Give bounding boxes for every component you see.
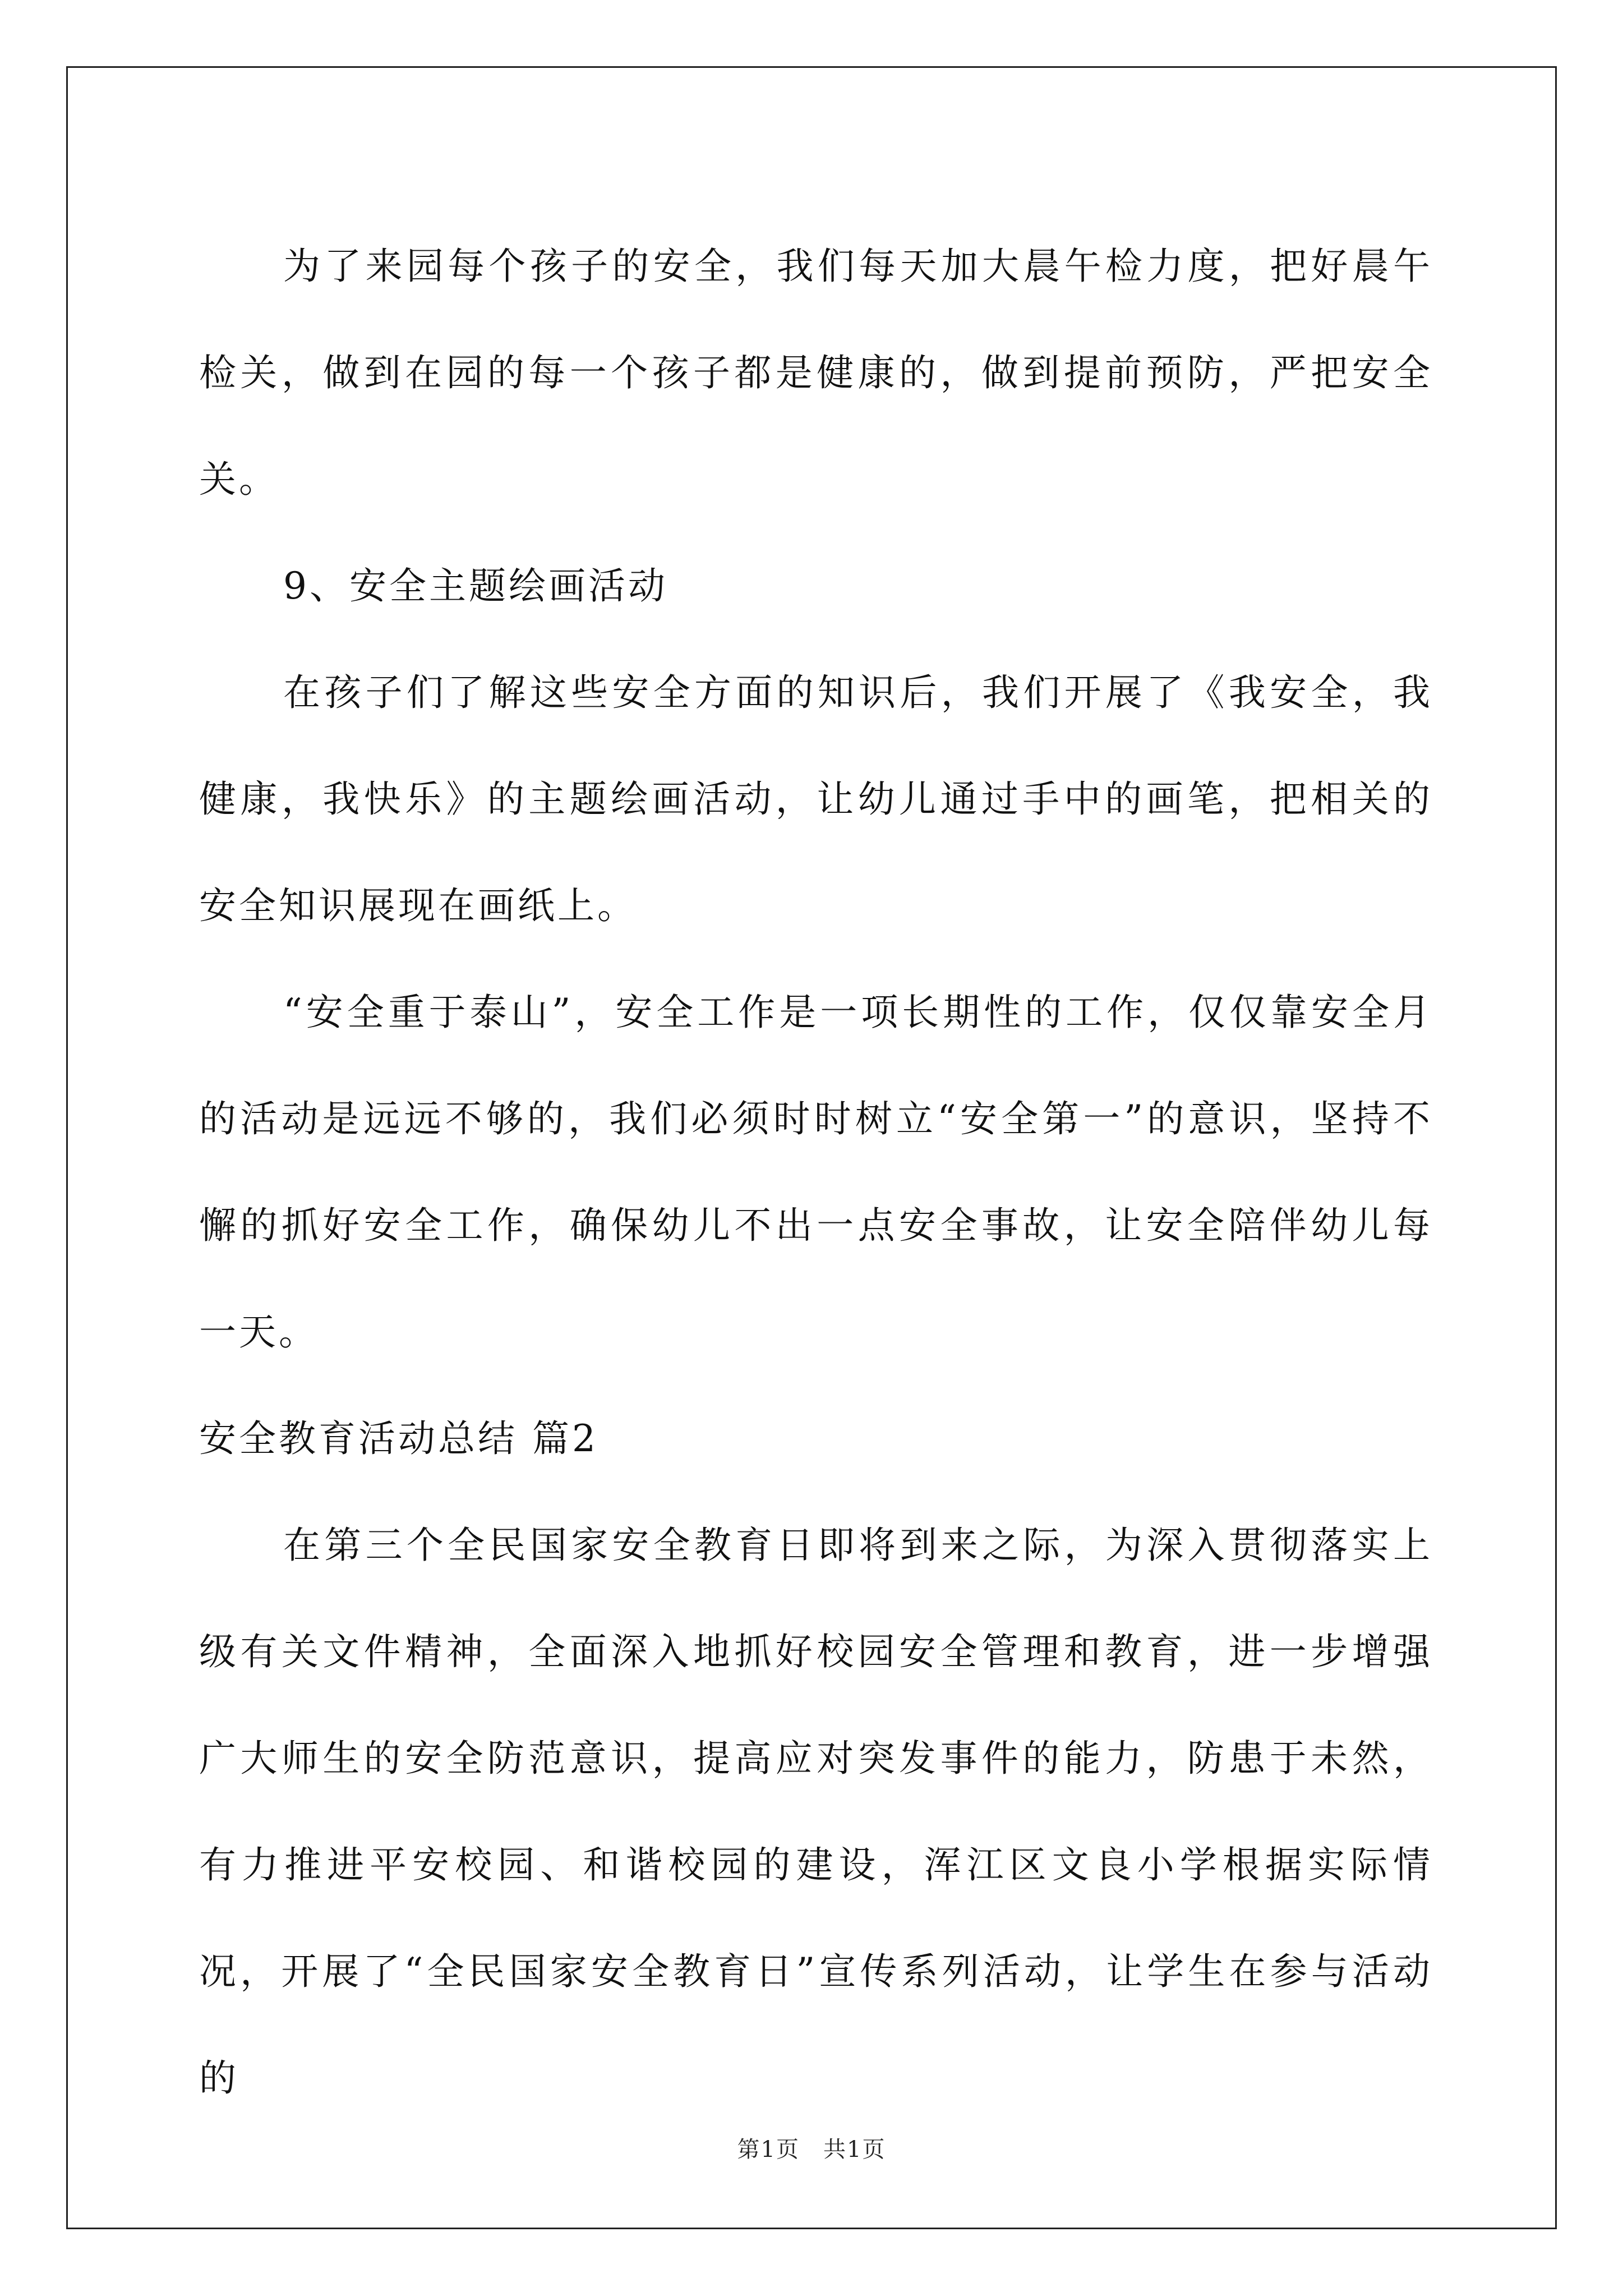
paragraph-drawing-activity: 在孩子们了解这些安全方面的知识后，我们开展了《我安全，我健康，我快乐》的主题绘画活动，让幼儿通过手中的画笔，把相关的安全知识展现在画纸上。: [199, 671, 1433, 927]
paragraph-national-security-day: 在第三个全民国家安全教育日即将到来之际，为深入贯彻落实上级有关文件精神，全面深入地抓好校园安全管理和教育，进一步增强广大师生的安全防范意识，提高应对突发事件的能力，防患于未然，有力推进平安校园、和谐校园的建设，浑江区文良小学根据实际情况，开展了“全民国家安全教育日”宣传系列活动，让学生在参与活动的: [199, 1524, 1433, 2100]
page-footer: 第1页 共1页: [737, 2137, 886, 2162]
document-body: [199, 213, 1433, 2132]
heading-safety-drawing-activity: 9、安全主题绘画活动: [283, 564, 668, 608]
paragraph-morning-check: 为了来园每个孩子的安全，我们每天加大晨午检力度，把好晨午检关，做到在园的每一个孩子都是健康的，做到提前预防，严把安全关。: [199, 245, 1433, 501]
section-title-part-2: 安全教育活动总结 篇2: [199, 1417, 598, 1460]
paragraph-safety-first: “安全重于泰山”，安全工作是一项长期性的工作，仅仅靠安全月的活动是远远不够的，我们必须时时树立“安全第一”的意识，坚持不懈的抓好安全工作，确保幼儿不出一点安全事故，让安全陪伴幼儿每一天。: [199, 991, 1433, 1354]
